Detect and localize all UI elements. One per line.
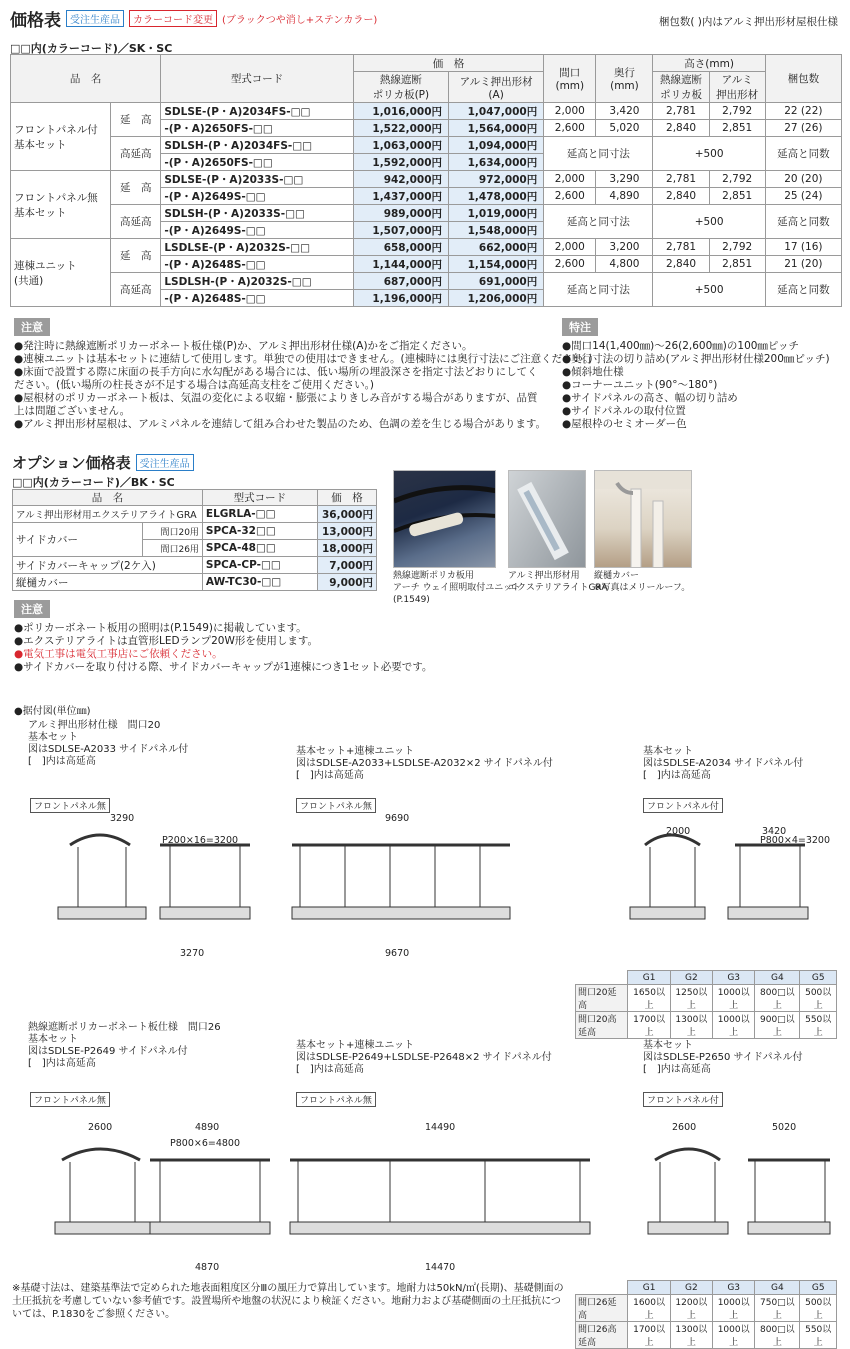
width-value: 2,600 bbox=[544, 188, 596, 205]
pack-count: 17 (16) bbox=[765, 239, 841, 256]
note-item: ●ポリカーボネート板用の照明は(P.1549)に掲載しています。 bbox=[14, 622, 307, 634]
col-g: G5 bbox=[800, 971, 837, 985]
dim-label: P800×6=4800 bbox=[170, 1138, 241, 1149]
price-polycarb: 1,437,000円 bbox=[353, 188, 448, 205]
dim-label: 9670 bbox=[385, 948, 410, 959]
dim-label: 2000 bbox=[666, 826, 691, 837]
model-code: -(P・A)2648S-□□ bbox=[161, 256, 353, 273]
model-code: SDLSH-(P・A)2033S-□□ bbox=[161, 205, 353, 222]
model-code: SDLSH-(P・A)2034FS-□□ bbox=[161, 137, 353, 154]
note-item-warning: ●電気工事は電気工事店にご依頼ください。 bbox=[14, 648, 223, 660]
dim-label: 14470 bbox=[425, 1262, 456, 1273]
price-polycarb: 1,592,000円 bbox=[353, 154, 448, 171]
col-g: G2 bbox=[670, 971, 712, 985]
feature-item: ●コーナーユニット(90°〜180°) bbox=[562, 379, 718, 391]
price-polycarb: 942,000円 bbox=[353, 171, 448, 188]
feature-item: ●サイドパネルの高さ、幅の切り詰め bbox=[562, 392, 738, 404]
opt-col-code: 型式コード bbox=[202, 490, 317, 506]
table-row: 間口26用 SPCA-48□□ 18,000円 bbox=[13, 540, 377, 557]
col-code: 型式コード bbox=[161, 55, 353, 103]
same-pack: 延高と同数 bbox=[765, 137, 841, 171]
color-code-subtitle: □□内(カラーコード)／SK・SC bbox=[10, 42, 173, 55]
col-alum: アルミ押出形材 (A) bbox=[449, 72, 544, 103]
dim-label: 5020 bbox=[772, 1122, 797, 1133]
photo-polycarb-light bbox=[393, 470, 496, 568]
pack-note: 梱包数( )内はアルミ押出形材屋根仕様 bbox=[658, 16, 838, 28]
col-g: G2 bbox=[670, 1281, 712, 1295]
dim-label: 3270 bbox=[180, 948, 205, 959]
same-dimensions: 延高と同寸法 bbox=[544, 273, 653, 307]
price-alum: 1,564,000円 bbox=[449, 120, 544, 137]
height-type: 高延高 bbox=[111, 137, 161, 171]
depth-value: 3,200 bbox=[596, 239, 653, 256]
dim-label: 3290 bbox=[110, 813, 135, 824]
pack-count: 25 (24) bbox=[765, 188, 841, 205]
col-polycarb: 熱線遮断 ポリカ板(P) bbox=[353, 72, 448, 103]
price-alum: 662,000円 bbox=[449, 239, 544, 256]
height-alum: 2,792 bbox=[709, 103, 765, 120]
feature-item: ●奥行寸法の切り詰め(アルミ押出形材仕様200㎜ピッチ) bbox=[562, 353, 830, 365]
options-subtitle: □□内(カラーコード)／BK・SC bbox=[12, 476, 175, 489]
width-value: 2,000 bbox=[544, 103, 596, 120]
col-pack: 梱包数 bbox=[765, 55, 841, 103]
diagram-caption: アルミ押出形材仕様 間口20 基本セット 図はSDLSE-A2033 サイドパネル付 [ ]内は高延高 bbox=[28, 720, 189, 767]
dim-label: P200×16=3200 bbox=[162, 835, 239, 846]
dim-label: 14490 bbox=[425, 1122, 456, 1133]
width-value: 2,000 bbox=[544, 239, 596, 256]
price-polycarb: 1,016,000円 bbox=[353, 103, 448, 120]
height-type: 延 高 bbox=[111, 103, 161, 137]
diagram-caption: 基本セット 図はSDLSE-A2034 サイドパネル付 [ ]内は高延高 bbox=[643, 746, 804, 781]
price-alum: 1,634,000円 bbox=[449, 154, 544, 171]
col-height: 高さ(mm) bbox=[653, 55, 765, 72]
notes-tag: 注意 bbox=[14, 318, 50, 336]
options-header bbox=[12, 452, 194, 473]
table-row: 間口26高延高 1700以上 1300以上 1000以上 800□以上 550以上 bbox=[576, 1322, 837, 1349]
table-row: サイドカバーキャップ(2ケ入) SPCA-CP-□□ 7,000円 bbox=[13, 557, 377, 574]
model-code: -(P・A)2648S-□□ bbox=[161, 290, 353, 307]
pack-count: 21 (20) bbox=[765, 256, 841, 273]
model-code: SDLSE-(P・A)2034FS-□□ bbox=[161, 103, 353, 120]
col-h-alum: アルミ 押出形材 bbox=[709, 72, 765, 103]
dim-label: 4870 bbox=[195, 1262, 220, 1273]
opt-col-name: 品 名 bbox=[13, 490, 203, 506]
table-row: 間口26延高 1600以上 1200以上 1000以上 750□以上 500以上 bbox=[576, 1295, 837, 1322]
page-title: 価格表 bbox=[10, 11, 61, 31]
options-badge: 受注生産品 bbox=[136, 454, 194, 471]
col-g: G3 bbox=[713, 971, 755, 985]
foundation-table-26 bbox=[575, 1280, 837, 1349]
photo-caption: アルミ押出形材用 エクステリアライトGRA bbox=[508, 571, 608, 593]
feature-item: ●サイドパネルの取付位置 bbox=[562, 405, 686, 417]
col-g: G3 bbox=[713, 1281, 755, 1295]
same-dimensions: 延高と同寸法 bbox=[544, 205, 653, 239]
product-name: フロントパネル無 基本セット bbox=[11, 171, 111, 239]
table-row: 間口20高延高 1700以上 1300以上 1000以上 900□以上 550以上 bbox=[576, 1012, 837, 1039]
photo-caption: 熱線遮断ポリカ板用 アーチ ウェイ照明取付ユニット (P.1549) bbox=[393, 571, 521, 605]
col-width: 間口 (mm) bbox=[544, 55, 596, 103]
note-item: ●床面で設置する際に床面の長手方向に水勾配がある場合には、低い場所の埋設深さを指定寸法どおりにしてください。(低い場所の柱長さが不足する場合は高延高支柱をご使用ください。) bbox=[14, 366, 538, 391]
features-section bbox=[562, 318, 830, 431]
note-item: ●アルミ押出形材屋根は、アルミパネルを連結して組み合わせた製品のため、色調の差を生じる場合があります。 bbox=[14, 418, 547, 430]
price-polycarb: 1,063,000円 bbox=[353, 137, 448, 154]
note-item: ●屋根材のポリカーボネート板は、気温の変化による収縮・膨張によりきしみ音がする場合がありますが、品質上は問題ございません。 bbox=[14, 392, 538, 417]
price-polycarb: 989,000円 bbox=[353, 205, 448, 222]
diagram-caption: 基本セット+連棟ユニット 図はSDLSE-P2649+LSDLSE-P2648×2 サイドパネル付 [ ]内は高延高 bbox=[296, 1040, 552, 1075]
footnote: ※基礎寸法は、建築基準法で定められた地表面粗度区分Ⅲの風圧力で算出しています。地耐力は50kN/㎡(長期)、基礎側面の土圧抵抗を考慮していない参考値です。設置場所や地盤の状況により検証ください。地耐力および基礎側面の土圧抵抗については、P.1830をご参照ください。 bbox=[12, 1283, 564, 1320]
model-code: -(P・A)2650FS-□□ bbox=[161, 154, 353, 171]
opt-col-price: 価 格 bbox=[317, 490, 376, 506]
model-code: LSDLSH-(P・A)2032S-□□ bbox=[161, 273, 353, 290]
col-g: G1 bbox=[628, 971, 670, 985]
col-name: 品 名 bbox=[11, 55, 161, 103]
price-alum: 1,047,000円 bbox=[449, 103, 544, 120]
pack-count: 20 (20) bbox=[765, 171, 841, 188]
model-code: -(P・A)2649S-□□ bbox=[161, 222, 353, 239]
table-row: 縦樋カバー AW-TC30-□□ 9,000円 bbox=[13, 574, 377, 591]
foundation-table-20 bbox=[575, 970, 837, 1039]
color-change-badge: カラーコード変更 bbox=[129, 10, 217, 27]
panel-type-box: フロントパネル付 bbox=[643, 1092, 723, 1107]
price-polycarb: 687,000円 bbox=[353, 273, 448, 290]
height-poly: 2,781 bbox=[653, 171, 709, 188]
product-name: 連棟ユニット (共通) bbox=[11, 239, 111, 307]
note-item: ●発注時に熱線遮断ポリカーボネート板仕様(P)か、アルミ押出形材仕様(A)かをご指定ください。 bbox=[14, 340, 473, 352]
table-row bbox=[11, 273, 842, 290]
height-plus: +500 bbox=[653, 273, 765, 307]
dim-label: 4890 bbox=[195, 1122, 220, 1133]
depth-value: 4,890 bbox=[596, 188, 653, 205]
height-alum: 2,851 bbox=[709, 188, 765, 205]
feature-item: ●間口14(1,400㎜)〜26(2,600㎜)の100㎜ピッチ bbox=[562, 340, 800, 352]
feature-item: ●傾斜地仕様 bbox=[562, 366, 624, 378]
height-alum: 2,792 bbox=[709, 171, 765, 188]
layout-title: ●据付図(単位㎜) bbox=[14, 706, 91, 717]
dim-label: 3420 bbox=[762, 826, 787, 837]
height-poly: 2,781 bbox=[653, 239, 709, 256]
height-alum: 2,851 bbox=[709, 256, 765, 273]
table-row: アルミ押出形材用エクステリアライトGRA ELGRLA-□□ 36,000円 bbox=[13, 506, 377, 523]
price-alum: 1,154,000円 bbox=[449, 256, 544, 273]
panel-type-box: フロントパネル無 bbox=[30, 1092, 110, 1107]
height-poly: 2,781 bbox=[653, 103, 709, 120]
price-polycarb: 1,507,000円 bbox=[353, 222, 448, 239]
height-alum: 2,792 bbox=[709, 239, 765, 256]
model-code: -(P・A)2649S-□□ bbox=[161, 188, 353, 205]
height-poly: 2,840 bbox=[653, 120, 709, 137]
table-row: サイドカバー 間口20用 SPCA-32□□ 13,000円 bbox=[13, 523, 377, 540]
dim-label: 9690 bbox=[385, 813, 410, 824]
panel-type-box: フロントパネル無 bbox=[296, 798, 376, 813]
height-type: 高延高 bbox=[111, 273, 161, 307]
table-row bbox=[11, 205, 842, 222]
height-poly: 2,840 bbox=[653, 188, 709, 205]
price-alum: 1,478,000円 bbox=[449, 188, 544, 205]
diagram-row1 bbox=[0, 815, 850, 975]
options-title: オプション価格表 bbox=[12, 454, 131, 472]
note-item: ●連棟ユニットは基本セットに連結して使用します。単独での使用はできません。(連棟時には奥行寸法にご注意ください。) bbox=[14, 353, 593, 365]
height-plus: +500 bbox=[653, 205, 765, 239]
table-row bbox=[11, 171, 842, 188]
options-table bbox=[12, 489, 377, 591]
features-tag: 特注 bbox=[562, 318, 598, 336]
panel-type-box: フロントパネル無 bbox=[296, 1092, 376, 1107]
width-value: 2,000 bbox=[544, 171, 596, 188]
color-note: (ブラックつや消し+ステンカラー) bbox=[222, 15, 378, 26]
diagram-caption: 熱線遮断ポリカーボネート板仕様 間口26 基本セット 図はSDLSE-P2649 サイドパネル付 [ ]内は高延高 bbox=[28, 1022, 221, 1069]
height-plus: +500 bbox=[653, 137, 765, 171]
price-alum: 972,000円 bbox=[449, 171, 544, 188]
model-code: LSDLSE-(P・A)2032S-□□ bbox=[161, 239, 353, 256]
same-dimensions: 延高と同寸法 bbox=[544, 137, 653, 171]
price-alum: 691,000円 bbox=[449, 273, 544, 290]
note-item: ●エクステリアライトは直管形LEDランプ20W形を使用します。 bbox=[14, 635, 319, 647]
diagram-caption: 基本セット 図はSDLSE-P2650 サイドパネル付 [ ]内は高延高 bbox=[643, 1040, 803, 1075]
photo-exterior-light bbox=[508, 470, 586, 568]
note-item: ●サイドカバーを取り付ける際、サイドカバーキャップが1連棟につき1セット必要です。 bbox=[14, 661, 433, 673]
panel-type-box: フロントパネル無 bbox=[30, 798, 110, 813]
table-row bbox=[11, 137, 842, 154]
table-row bbox=[11, 103, 842, 120]
price-table bbox=[10, 54, 842, 307]
diagram-caption: 基本セット+連棟ユニット 図はSDLSE-A2033+LSDLSE-A2032×2 サイドパネル付 [ ]内は高延高 bbox=[296, 746, 553, 781]
depth-value: 4,800 bbox=[596, 256, 653, 273]
height-type: 延 高 bbox=[111, 239, 161, 273]
product-name: フロントパネル付 基本セット bbox=[11, 103, 111, 171]
col-price: 価 格 bbox=[353, 55, 543, 72]
price-alum: 1,548,000円 bbox=[449, 222, 544, 239]
height-poly: 2,840 bbox=[653, 256, 709, 273]
depth-value: 5,020 bbox=[596, 120, 653, 137]
same-pack: 延高と同数 bbox=[765, 205, 841, 239]
price-alum: 1,206,000円 bbox=[449, 290, 544, 307]
table-row bbox=[11, 239, 842, 256]
model-code: -(P・A)2650FS-□□ bbox=[161, 120, 353, 137]
header bbox=[10, 6, 377, 31]
dim-label: 2600 bbox=[672, 1122, 697, 1133]
price-polycarb: 1,196,000円 bbox=[353, 290, 448, 307]
dim-label: P800×4=3200 bbox=[760, 835, 831, 846]
diagram-row2 bbox=[0, 1130, 850, 1260]
price-polycarb: 1,144,000円 bbox=[353, 256, 448, 273]
width-value: 2,600 bbox=[544, 120, 596, 137]
dim-label: 2600 bbox=[88, 1122, 113, 1133]
pack-count: 22 (22) bbox=[765, 103, 841, 120]
same-pack: 延高と同数 bbox=[765, 273, 841, 307]
width-value: 2,600 bbox=[544, 256, 596, 273]
price-polycarb: 658,000円 bbox=[353, 239, 448, 256]
price-alum: 1,019,000円 bbox=[449, 205, 544, 222]
height-type: 高延高 bbox=[111, 205, 161, 239]
pack-count: 27 (26) bbox=[765, 120, 841, 137]
col-depth: 奥行 (mm) bbox=[596, 55, 653, 103]
height-type: 延 高 bbox=[111, 171, 161, 205]
notes-section bbox=[14, 318, 592, 431]
height-alum: 2,851 bbox=[709, 120, 765, 137]
col-g: G5 bbox=[800, 1281, 837, 1295]
table-row: 間口20延高 1650以上 1250以上 1000以上 800□以上 500以上 bbox=[576, 985, 837, 1012]
panel-type-box: フロントパネル付 bbox=[643, 798, 723, 813]
notes2-tag: 注意 bbox=[14, 600, 50, 618]
col-h-poly: 熱線遮断 ポリカ板 bbox=[653, 72, 709, 103]
model-code: SDLSE-(P・A)2033S-□□ bbox=[161, 171, 353, 188]
depth-value: 3,290 bbox=[596, 171, 653, 188]
col-g: G4 bbox=[755, 1281, 800, 1295]
price-alum: 1,094,000円 bbox=[449, 137, 544, 154]
col-g: G4 bbox=[755, 971, 800, 985]
feature-item: ●屋根枠のセミオーダー色 bbox=[562, 418, 687, 430]
col-g: G1 bbox=[628, 1281, 670, 1295]
photo-gutter-cover bbox=[594, 470, 692, 568]
depth-value: 3,420 bbox=[596, 103, 653, 120]
made-to-order-badge: 受注生産品 bbox=[66, 10, 124, 27]
notes2-section bbox=[14, 600, 432, 674]
price-polycarb: 1,522,000円 bbox=[353, 120, 448, 137]
photo-caption: 縦樋カバー ※写真はメリールーフ。 bbox=[594, 571, 691, 593]
